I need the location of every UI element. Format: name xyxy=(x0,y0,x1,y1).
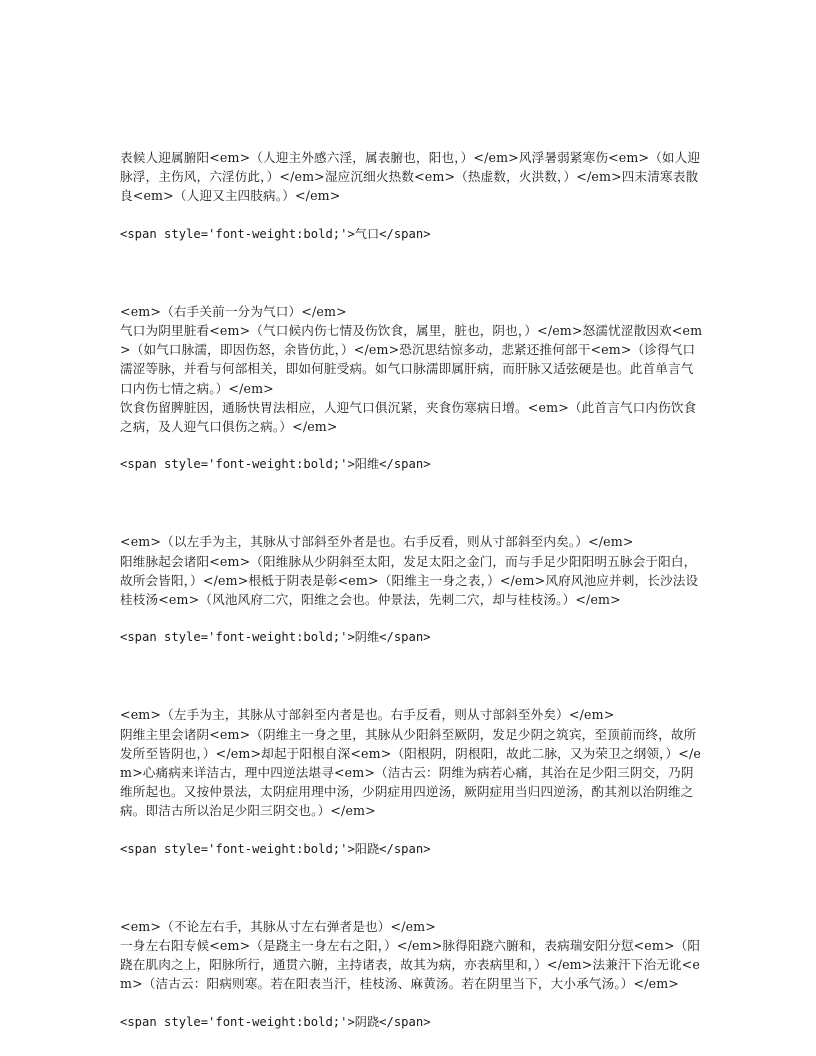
paragraph: <em>（右手关前一分为气口）</em> xyxy=(120,303,347,319)
paragraph: 气口为阴里脏看<em>（气口候内伤七情及伤饮食，属里，脏也，阴也，）</em>怒濡忧涩散因欢<em>（如气口脉濡，即因伤怒，余皆仿此，）</em>恐沉思结惊多动，悲紧还推何部干<em>（诊得气口濡涩等脉，并看与何部相关，即如何脏受病。如气口脉濡即属肝病，而肝脉又适弦硬是也。此首单言气口内伤七情之病。）</em> xyxy=(120,323,703,396)
section-yangwei xyxy=(120,532,704,705)
paragraph: 阳维脉起会诸阳<em>（阳维脉从少阴斜至太阳，发足太阳之金门，而与手足少阳阳明五脉会于阳白，故所会皆阳，）</em>根柢于阴表是彰<em>（阳维主一身之表，）</em>风府风池应并刺，长沙法设桂枝汤<em>（风池风府二穴，阳维之会也。仲景法，先刺二穴，却与桂枝汤。）</em> xyxy=(120,553,699,608)
paragraph: 阴维主里会诸阴<em>（阴维主一身之里，其脉从少阳斜至厥阴，发足少阴之筑宾，至顶前而终，故所发所至皆阴也，）</em>却起于阳根自深<em>（阳根阴，阴根阳，故此二脉，又为荣卫之纲领，）</em>心痛病来详洁古，理中四逆法堪寻<em>（洁古云：阴维为病若心痛，其治在足少阳三阴交，乃阴维所起也。又按仲景法，太阴症用理中汤，少阴症用四逆汤，厥阴症用当归四逆汤，酌其剂以治阴维之病。即洁古所以治足少阳三阴交也。）</em> xyxy=(120,726,701,819)
section-heading-yinqiao: <span style='font-weight:bold;'>阴跷</span> xyxy=(120,1014,431,1029)
section-heading-yangqiao: <span style='font-weight:bold;'>阳跷</span> xyxy=(120,841,431,856)
section-heading-yangwei: <span style='font-weight:bold;'>阳维</span> xyxy=(120,457,431,472)
paragraph: <em>（左手为主，其脉从寸部斜至内者是也。右手反看，则从寸部斜至外矣）</em> xyxy=(120,707,615,723)
paragraph: 表候人迎属腑阳<em>（人迎主外感六淫，属表腑也，阳也，）</em>风浮暑弱紧寒伤<em>（如人迎脉浮，主伤风，六淫仿此，）</em>湿应沉细火热数<em>（热虚数，火洪数，）</em>四末清寒表散良<em>（人迎又主四肢病。）</em> xyxy=(120,150,701,204)
section-renying xyxy=(120,148,704,302)
section-yinwei xyxy=(120,705,704,916)
paragraph: <em>（不论左右手，其脉从寸左右弹者是也）</em> xyxy=(120,918,436,934)
document-page xyxy=(120,148,704,1032)
paragraph: <em>（以左手为主，其脉从寸部斜至外者是也。右手反看，则从寸部斜至内矣。）</em> xyxy=(120,534,634,550)
section-yangqiao xyxy=(120,917,704,1032)
paragraph: 一身左右阳专候<em>（是跷主一身左右之阳，）</em>脉得阳跷六腑和，表病瑞安阳分愆<em>（阳跷在肌肉之上，阳脉所行，通贯六腑，主持诸表，故其为病，亦表病里和，）</em>法兼汗下治无讹<em>（洁古云：阳病则寒。若在阳表当汗，桂枝汤、麻黄汤。若在阴里当下，大小承气汤。）</em> xyxy=(120,938,701,992)
section-qikou xyxy=(120,302,704,533)
section-heading-yinwei: <span style='font-weight:bold;'>阴维</span> xyxy=(120,630,431,645)
section-heading-qikou: <span style='font-weight:bold;'>气口</span> xyxy=(120,226,431,241)
paragraph: 饮食伤留脾脏因，通肠快胃法相应，人迎气口俱沉紧，夹食伤寒病日增。<em>（此首言气口内伤饮食之病，及人迎气口俱伤之病。）</em> xyxy=(120,399,697,435)
